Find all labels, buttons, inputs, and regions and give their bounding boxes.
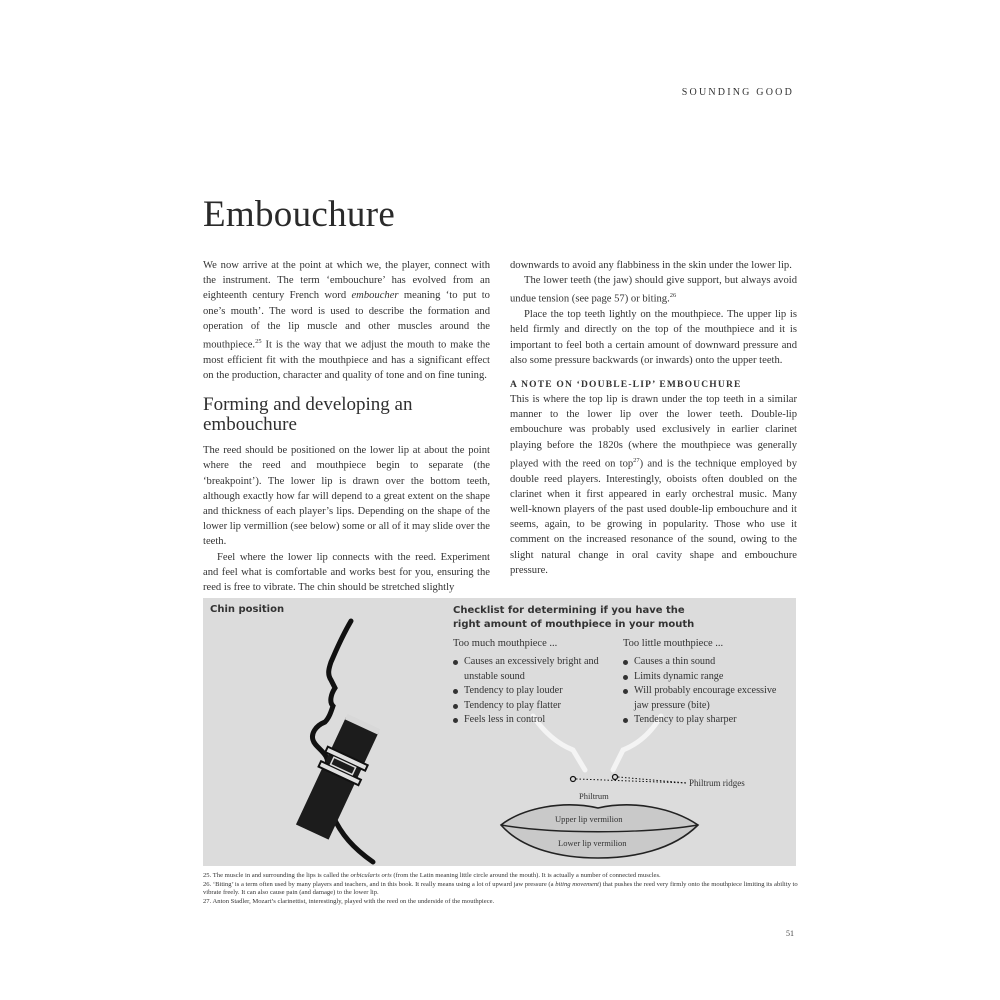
page-title: Embouchure bbox=[203, 194, 396, 235]
list-item: Causes an excessively bright and unstable sound bbox=[453, 655, 608, 684]
info-panel bbox=[203, 598, 796, 866]
footnotes bbox=[203, 872, 798, 906]
right-column bbox=[510, 258, 797, 578]
list-item: Limits dynamic range bbox=[623, 670, 788, 685]
too-little-list bbox=[623, 655, 788, 728]
intro-paragraph: We now arrive at the point at which we, the player, connect with the instrument. The term ‘embouchure’ has evolved from an eighteenth century French word emboucher meaning ‘to put to one’s mouth’. The word is used to describe the formation and operation of the lip muscle and other muscles around the mouthpiece.$^{25}$ It is the way that we adjust the mouth to make the most efficient fit with the mouthpiece and has a significant effect on the production, character and quality of tone and on fine tuning. bbox=[203, 260, 490, 381]
left-column bbox=[203, 258, 490, 595]
right-paragraph-2: The lower teeth (the jaw) should give support, but always avoid undue tension (see page 57) or biting.$^{26}$ bbox=[510, 275, 797, 305]
subheading: Forming and developing an embouchure bbox=[203, 394, 413, 436]
right-paragraph-3: Place the top teeth lightly on the mouthpiece. The upper lip is held firmly and directly on the top of the mouthpiece and it is important to feel both a certain amount of downward pressure and also some pressure backwards (or inwards) onto the upper teeth. bbox=[510, 309, 797, 366]
philtrum-ridge-marker bbox=[613, 775, 618, 780]
lower-lip-label: Lower lip vermilion bbox=[558, 838, 627, 848]
page-number: 51 bbox=[786, 929, 794, 938]
footnote: 26. ‘Biting’ is a term often used by many players and teachers, and in this book. It really means using a lot of upward jaw pressure (a biting movement) that pushes the reed very firmly onto the mouthpiece limiting its ability to vibrate freely. It can also cause pain (and damage) to the lower lip. bbox=[203, 880, 798, 897]
too-much-list bbox=[453, 655, 608, 728]
philtrum-marker bbox=[571, 777, 576, 782]
philtrum-ridges-label: Philtrum ridges bbox=[689, 778, 745, 788]
list-item: Will probably encourage excessive jaw pressure (bite) bbox=[623, 684, 788, 713]
chin-position-label: Chin position bbox=[210, 604, 285, 615]
footnote: 25. The muscle in and surrounding the lips is called the orbicularis oris (from the Latin meaning little circle around the mouth). It is actually a number of connected muscles. bbox=[203, 872, 661, 879]
forming-paragraph-2: Feel where the lower lip connects with the reed. Experiment and feel what is comfortable and works best for you, ensuring the reed is free to vibrate. The chin should be stretched slightly bbox=[203, 551, 490, 593]
forming-paragraph-1: The reed should be positioned on the lower lip at about the point where the reed and mouthpiece begin to separate (the ‘breakpoint’). The lower lip is drawn over the bottom teeth, although exactly how far will depend to a great extent on the shape and thickness of each player’s lips. Depending on the shape of the lower lip vermillion (see below) some or all of it may slide over the teeth. bbox=[203, 445, 490, 548]
too-much-heading: Too much mouthpiece ... bbox=[453, 638, 558, 649]
list-item: Tendency to play louder bbox=[453, 684, 608, 699]
too-little-heading: Too little mouthpiece ... bbox=[623, 638, 724, 649]
running-head: SOUNDING GOOD bbox=[681, 87, 794, 98]
list-item: Tendency to play flatter bbox=[453, 699, 608, 714]
note-paragraph: This is where the top lip is drawn under the top teeth in a similar manner to the lower lip over the lower teeth. Double-lip embouchure was probably used exclusively in earlier clarinet playing before the 1820s (where the mouthpiece was generally played with the reed on top$^{27}$) and is the technique employed by double reed players. Interestingly, oboists often doubled on the clarinet when it first appeared in early orchestral music. Many well-known players of the past used double-lip embouchure and it seems, again, to be growing in popularity. Those who use it comment on the increased resonance of the sound, owing to the slight natural change in oral cavity shape and embouchure pressure. bbox=[510, 393, 797, 576]
philtrum-label: Philtrum bbox=[579, 791, 609, 801]
upper-lip-label: Upper lip vermilion bbox=[555, 814, 623, 824]
list-item: Causes a thin sound bbox=[623, 655, 788, 670]
note-heading: A NOTE ON ‘DOUBLE-LIP’ EMBOUCHURE bbox=[510, 379, 742, 390]
footnote: 27. Anton Stadler, Mozart’s clarinettist, interestingly, played with the reed on the underside of the mouthpiece. bbox=[203, 897, 495, 905]
list-item: Tendency to play sharper bbox=[623, 713, 788, 728]
list-item: Feels less in control bbox=[453, 713, 608, 728]
right-paragraph-1: downwards to avoid any flabbiness in the skin under the lower lip. bbox=[510, 260, 792, 271]
checklist-title: Checklist for determining if you have the right amount of mouthpiece in your mouth bbox=[453, 605, 695, 630]
